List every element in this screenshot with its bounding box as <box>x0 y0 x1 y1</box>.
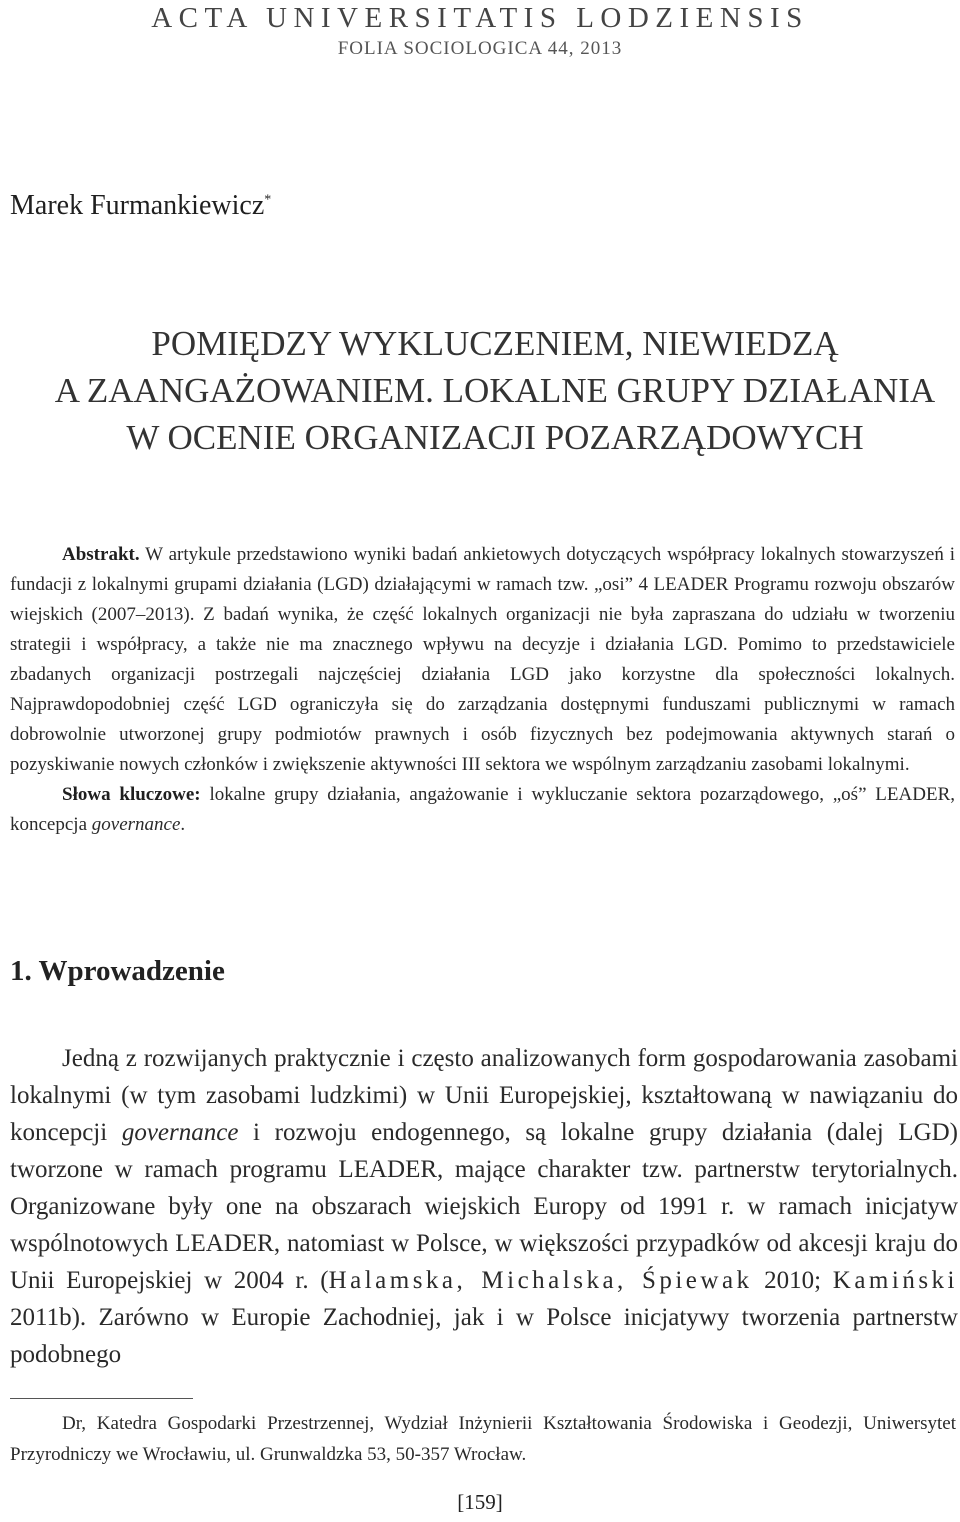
citation-authors-1: Halamska, Michalska, Śpiewak <box>328 1267 753 1294</box>
keywords-text: lokalne grupy działania, angażowanie i wykluczanie sektora pozarządowego, „oś” LEADER, koncepcja <box>10 784 955 835</box>
footnote <box>10 1408 956 1470</box>
title-line-3: W OCENIE ORGANIZACJI POZARZĄDOWYCH <box>126 418 864 457</box>
body-part-1: Jedną z rozwijanych praktycznie i często analizowanych form gospodarowania zasobami lokalnymi (w tym zasobami ludzkimi) w Unii Europejskiej, kształtowaną w nawiązaniu do koncepcji <box>10 1045 958 1146</box>
journal-name: ACTA UNIVERSITATIS LODZIENSIS <box>151 2 809 34</box>
abstract-text: W artykule przedstawiono wyniki badań ankietowych dotyczących współpracy lokalnych stowarzyszeń i fundacji z lokalnymi grupami działania (LGD) działającymi w ramach tzw. „osi” 4 LEADER Programu rozwoju obszarów wiejskich (2007–2013). Z badań wynika, że część lokalnych organizacji nie była zapraszana do udziału w tworzeniu strategii i współpracy, a także nie ma znacznego wpływu na decyzje i działania LGD. Pomimo to przedstawiciele zbadanych organizacji postrzegali najczęściej działania LGD jako korzystne dla społeczności lokalnych. Najprawdopodobniej część LGD ograniczyła się do zarządzania dostępnymi funduszami publicznymi w ramach dobrowolnie utworzonej grupy podmiotów prawnych i osób fizycznych bez podejmowania aktywnych starań o pozyskiwanie nowych członków i zwiększenie aktywności III sektora we wspólnym zarządzaniu zasobami lokalnymi. <box>10 544 955 775</box>
footnote-text: Dr, Katedra Gospodarki Przestrzennej, Wydział Inżynierii Kształtowania Środowiska i Geodezji, Uniwersytet Przyrodniczy we Wrocławiu, ul. Grunwaldzka 53, 50-357 Wrocław. <box>10 1413 956 1465</box>
citation-year-2: 2011b). Zarówno w Europie Zachodniej, jak i w Polsce inicjatywy tworzenia partnerstw podobnego <box>10 1304 958 1368</box>
author-footnote-marker: * <box>264 192 272 208</box>
author-name: Marek Furmankiewicz <box>10 190 265 221</box>
abstract-label: Abstrakt. <box>62 544 140 565</box>
footnote-divider <box>10 1398 193 1399</box>
citation-year-1: 2010; <box>752 1267 833 1294</box>
abstract-paragraph <box>10 540 955 780</box>
abstract <box>10 540 955 840</box>
body-paragraph <box>10 1040 958 1373</box>
article-title <box>0 320 960 461</box>
citation-authors-2: Kamiński <box>832 1267 958 1294</box>
keywords-paragraph <box>10 780 955 840</box>
journal-issue: FOLIA SOCIOLOGICA 44, 2013 <box>337 38 623 59</box>
body-part-2: i rozwoju endogennego, są lokalne grupy działania (dalej LGD) tworzone w ramach programu LEADER, mające charakter tzw. partnerstw terytorialnych. Organizowane były one na obszarach wiejskich Europy od 1991 r. w ramach inicjatyw wspólnotowych LEADER, natomiast w Polsce, w większości przypadków od akcesji kraju do Unii Europejskiej w 2004 r. ( <box>10 1119 958 1294</box>
keywords-end: . <box>180 814 186 835</box>
keywords-label: Słowa kluczowe: <box>62 784 201 805</box>
keywords-italic: governance <box>91 814 181 835</box>
body-italic-governance: governance <box>121 1119 239 1146</box>
title-line-2: A ZAANGAŻOWANIEM. LOKALNE GRUPY DZIAŁANIA <box>54 371 936 410</box>
author <box>10 190 271 222</box>
section-heading: 1. Wprowadzenie <box>10 955 225 987</box>
title-line-1: POMIĘDZY WYKLUCZENIEM, NIEWIEDZĄ <box>151 324 839 363</box>
page-number: [159] <box>457 1490 503 1514</box>
body-text <box>10 1040 958 1373</box>
